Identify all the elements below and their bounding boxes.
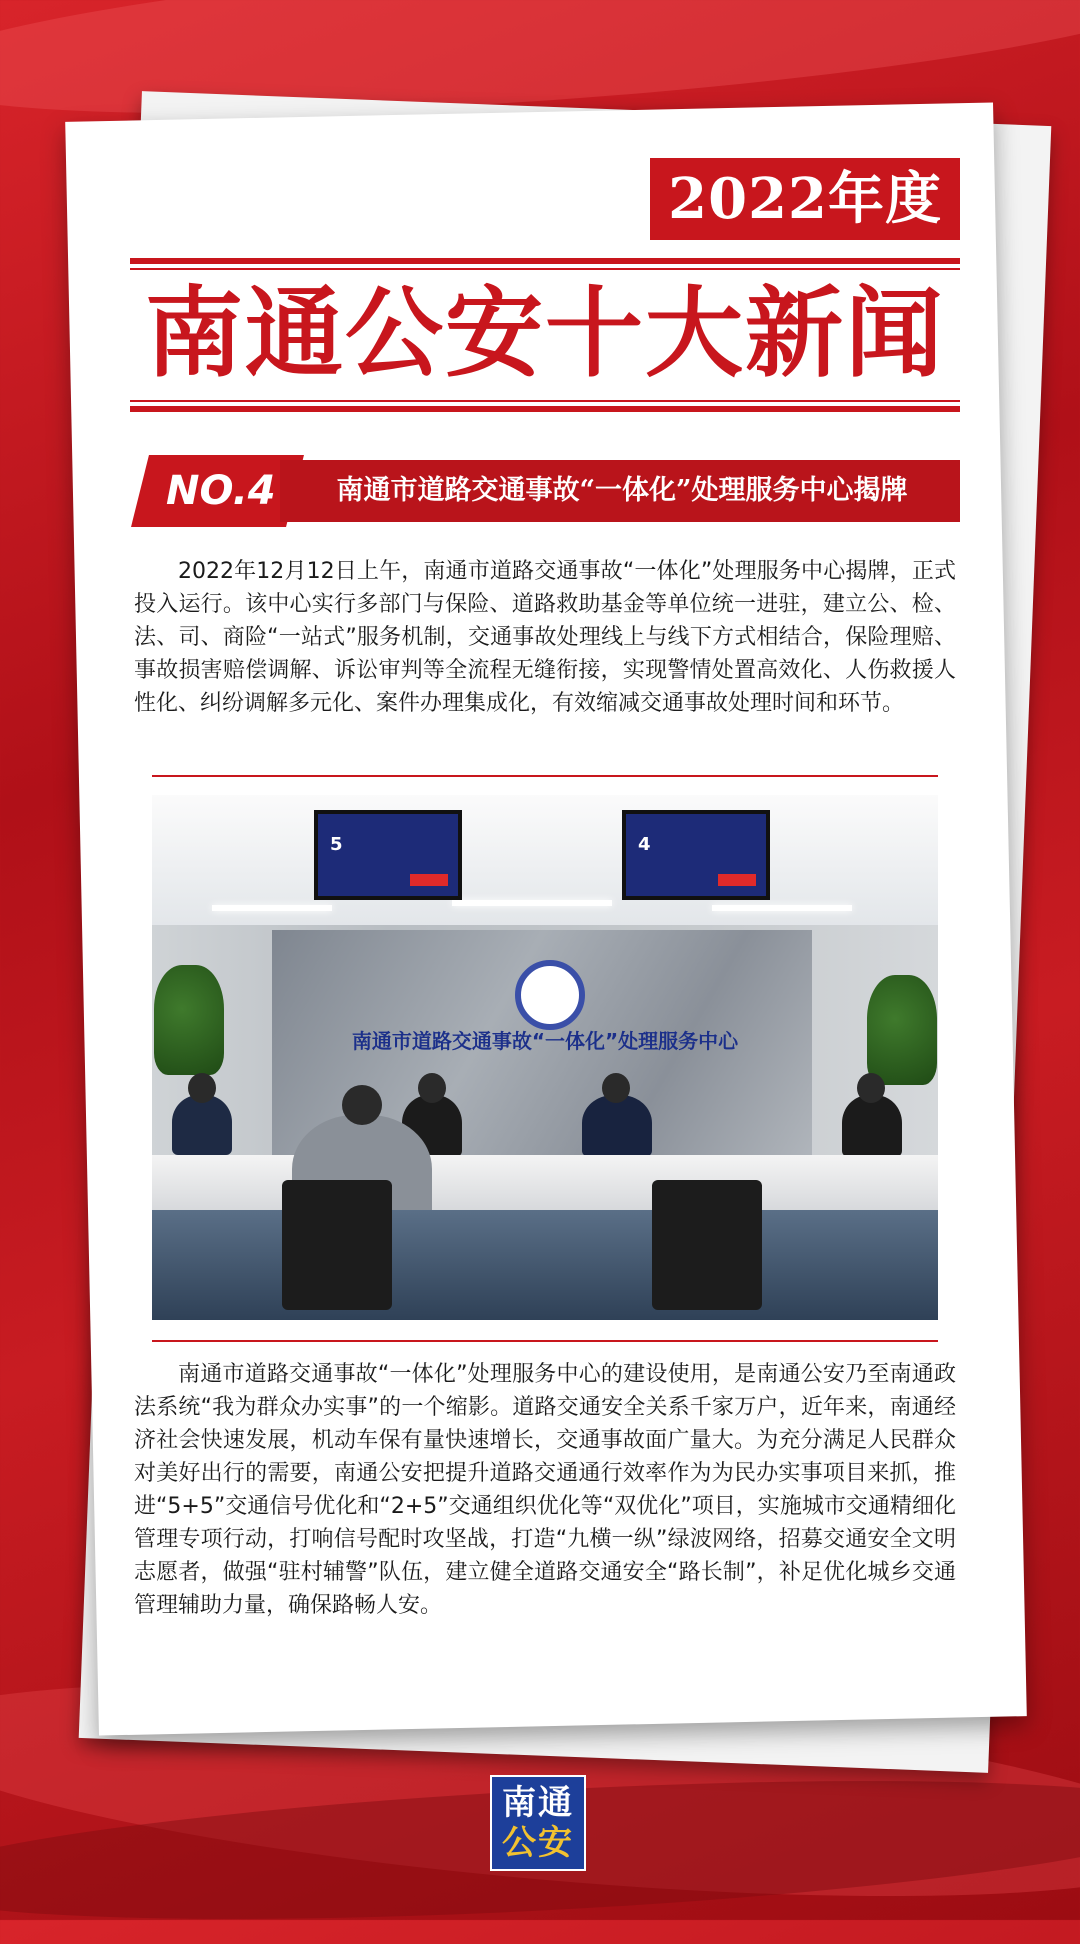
divider [152,775,938,777]
chair [282,1180,392,1310]
ceiling-light [212,905,332,911]
title-top-rule-thin [130,268,960,270]
staff [842,1095,902,1157]
queue-monitor-right [622,810,770,900]
monitor-number: 5 [330,834,343,855]
staff-head [418,1073,446,1103]
title-bottom-rule-thin [130,400,960,402]
ceiling-light [452,900,612,906]
article-paragraph-2: 南通市道路交通事故“一体化”处理服务中心的建设使用，是南通公安乃至南通政法系统“我为群众办实事”的一个缩影。道路交通安全关系千家万户，近年来，南通经济社会快速发展，机动车保有量快速增长，交通事故面广量大。为充分满足人民群众对美好出行的需要，南通公安把提升道路交通通行效率作为为民办实事项目来抓，推进“5+5”交通信号优化和“2+5”交通组织优化等“双优化”项目，实施城市交通精细化管理专项行动，打响信号配时攻坚战，打造“九横一纵”绿波网络，招募交通安全文明志愿者，做强“驻村辅警”队伍，建立健全道路交通安全“路长制”，补足优化城乡交通管理辅助力量，确保路畅人安。 [134,1362,956,1618]
officer [172,1095,232,1155]
photo-ceiling [152,795,938,945]
title-bottom-rule [130,406,960,412]
chair [652,1180,762,1310]
service-counter-top [152,1155,938,1210]
logo-line-1: 南通 [502,1783,574,1823]
police-emblem [515,960,585,1030]
service-center-photo [152,795,938,1320]
monitor-tag [410,874,448,886]
monitor-tag [718,874,756,886]
nantong-police-logo [490,1775,586,1871]
officer [582,1095,652,1157]
logo-line-2: 公安 [502,1823,574,1863]
potted-plant [154,965,224,1075]
officer-head [602,1073,630,1103]
item-number: NO.4 [166,468,276,514]
article-paragraph-1: 2022年12月12日上午，南通市道路交通事故“一体化”处理服务中心揭牌，正式投入运行。该中心实行多部门与保险、道路救助基金等单位统一进驻，建立公、检、法、司、商险“一站式”服务机制，交通事故处理线上与线下方式相结合，保险理赔、事故损害赔偿调解、诉讼审判等全流程无缝衔接，实现警情处置高效化、人伤救援人性化、纠纷调解多元化、案件办理集成化，有效缩减交通事故处理时间和环节。 [134,559,956,716]
service-counter-front [152,1210,938,1320]
poster-content [130,150,960,1710]
queue-monitor-left [314,810,462,900]
officer-head [188,1073,216,1103]
year-label: 2022年度 [650,158,960,240]
item-headline: 南通市道路交通事故“一体化”处理服务中心揭牌 [336,475,908,506]
divider [152,1340,938,1342]
staff-head [857,1073,885,1103]
monitor-number: 4 [638,834,651,855]
citizen-head [342,1085,382,1125]
main-title: 南通公安十大新闻 [144,277,945,391]
wall-sign: 南通市道路交通事故“一体化”处理服务中心 [351,1029,739,1053]
ceiling-light [712,905,852,911]
potted-plant [867,975,937,1085]
title-top-rule [130,258,960,264]
